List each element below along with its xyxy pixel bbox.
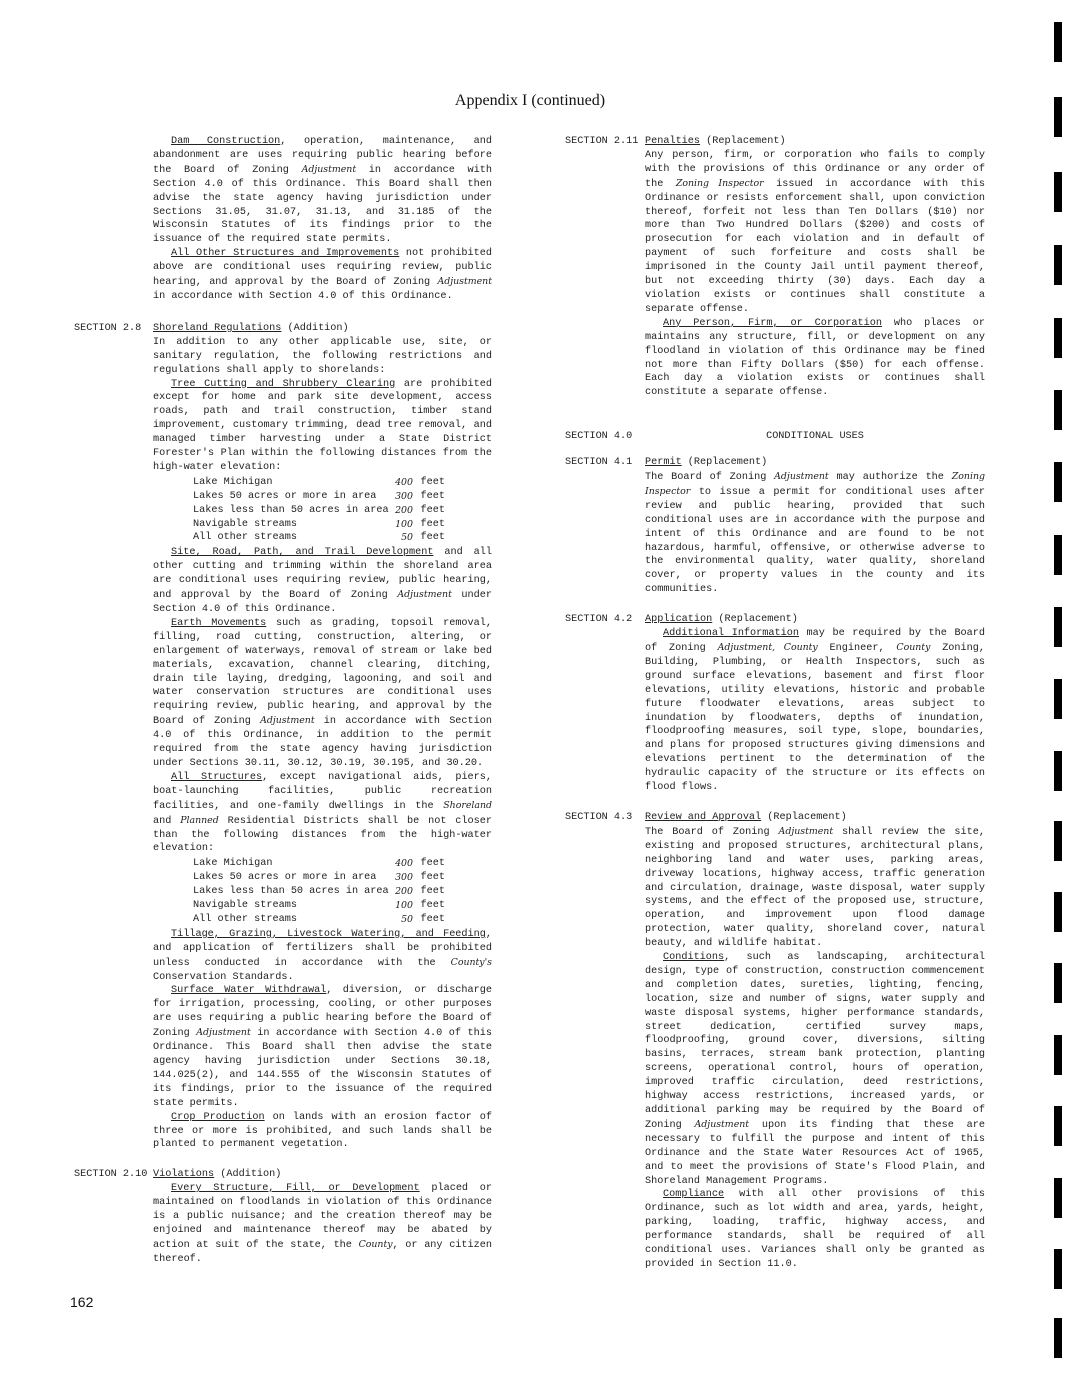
distance-label: Lake Michigan [193,858,273,870]
other-structures-paragraph: All Other Structures and Improvements not prohibited above are conditional uses requiring review, public hearing, and approval by the Board of Zoning Adjustment in accordance with Section 4.0 of this Ordinance. [153,248,492,302]
penalties-paragraph: Any person, firm, or corporation who fails to comply with the provisions of this Ordinance or any order of the Zoning Inspector issued in accordance with this Ordinance or resists enforcement shall, upon conviction thereof, forfeit not less than Ten Dollars ($10) nor more than Two Hundred Dollars ($200) and costs of prosecution for each violation and in default of payment of such forfeiture and costs shall be imprisoned in the County Jail until payment thereof, but not exceeding thirty (30) days. Each day a violation exists or continues shall constitute a separate offense. [645,149,985,315]
surface-water-paragraph: Surface Water Withdrawal, diversion, or discharge for irrigation, processing, cooling, or other purposes are uses requiring a public hearing before the Board of Zoning Adjustment in accordance with Section 4.0 of this Ordinance. This Board shall then advise the state agency having jurisdiction under Sections 30.18, 144.025(2), and 144.555 of the Wisconsin Statutes of its findings, prior to the issuance of the required state permits. [153,985,492,1109]
section-2-8 [74,322,492,1152]
earth-movements-paragraph: Earth Movements such as grading, topsoil removal, filling, road cutting, construction, altering, or enlargement of waterways, removal of stream or lake bed materials, excavation, channel clearing, ditching, drain tile laying, dredging, lagooning, and soil and water conservation structures are conditional uses requiring review, public hearing, and approval by the Board of Zoning Adjustment in accordance with Section 4.0 of this Ordinance, in addition to the permit required from the state agency having jurisdiction under Sections 30.11, 30.12, 30.19, 30.195, and 30.20. [153,617,493,769]
section-heading: CONDITIONAL USES [766,431,864,443]
section-number: SECTION 2.8 [74,322,142,334]
distance-row [193,518,445,532]
section-heading: Violations (Addition) [153,1169,282,1181]
registration-mark [1054,1106,1062,1146]
distance-row [193,531,445,545]
section-4-2 [565,613,985,795]
dam-construction-paragraph: Dam Construction, operation, maintenance, and abandonment are uses requiring public hearing before the Board of Zoning Adjustment in accordance with Section 4.0 of this Ordinance. This Board shall then advise the state agency having jurisdiction under Sections 31.05, 31.07, 31.13, and 31.185 of the Wisconsin Statutes of its findings prior to the issuance of the required state permits. [153,136,492,246]
penalties-fine-paragraph: Any Person, Firm, or Corporation who places or maintains any structure, fill, or development on any floodland in violation of this Ordinance may be fined not more than Fifty Dollars ($50) for each offense. Each day a violation exists or continues shall constitute a separate offense. [645,317,985,399]
distance-value: 400 [395,858,413,870]
distance-label: Lakes 50 acres or more in area [193,490,377,502]
distance-value: 400 [395,476,413,488]
distance-label: All other streams [193,532,297,544]
distance-value: 100 [395,518,413,530]
distance-value: 300 [395,490,413,502]
registration-mark [1054,245,1062,285]
section-number: SECTION 2.10 [74,1169,148,1181]
page-title: Appendix I (continued) [454,92,606,109]
section-number: SECTION 2.11 [565,136,639,147]
section-4-3 [565,811,985,1272]
distance-unit: feet [420,886,445,898]
registration-mark [1054,751,1062,791]
right-column [565,135,985,1272]
distance-row [193,885,445,899]
registration-mark [1054,390,1062,430]
section-heading: Penalties (Replacement) [645,136,786,147]
registration-mark [1054,892,1062,932]
crop-production-paragraph: Crop Production on lands with an erosion factor of three or more is prohibited, and such lands shall be planted to permanent vegetation. [153,1111,492,1151]
registration-mark [1054,1035,1062,1075]
distance-label: Lakes less than 50 acres in area [193,886,389,898]
compliance-paragraph: Compliance with all other provisions of this Ordinance, such as lot width and area, yards, height, parking, loading, traffic, highway access, and performance standards, shall be required of all conditional uses. Variances shall only be granted as provided in Section 11.0. [645,1189,985,1270]
distance-unit: feet [420,872,445,884]
all-structures-paragraph: All Structures, except navigational aids, piers, boat-launching facilities, public recreation facilities, and one-family dwellings in the Shoreland and Planned Residential Districts shall be not closer than the following distances from the high-water elevation: [153,771,493,855]
registration-mark [1054,1178,1062,1218]
registration-mark [1054,963,1062,1003]
registration-mark [1054,97,1062,137]
registration-mark [1054,679,1062,719]
violations-paragraph: Every Structure, Fill, or Development placed or maintained on floodlands in violation of this Ordinance is a public nuisance; and the creation thereof may be enjoined and maintenance thereof may be abated by action at suit of the state, the County, or any citizen thereof. [153,1183,492,1265]
registration-mark [1054,22,1062,62]
section-number: SECTION 4.3 [565,811,633,823]
distance-value: 300 [395,872,413,884]
section-heading: Application (Replacement) [645,614,798,626]
distance-label: All other streams [193,913,297,925]
distance-unit: feet [420,858,445,870]
section-4-0 [565,430,985,444]
section-number: SECTION 4.1 [565,457,633,469]
section-2-11 [565,135,985,400]
distance-unit: feet [420,913,445,925]
application-paragraph: Additional Information may be required by the Board of Zoning Adjustment, County Engineer, County Zoning, Building, Plumbing, or Health Inspectors, such as ground surface elevations, basement and first floor elevations, utility elevations, historic and probable future floodwater elevations, areas subject to inundation by floodwaters, depths of inundation, floodproofing measures, soil type, slope, boundaries, and plans for proposed structures giving dimensions and elevations pertinent to the determination of the hydraulic capacity of the structure or its effects on flood flows. [645,628,986,794]
registration-mark [1054,172,1062,212]
distance-row [193,490,445,504]
permit-paragraph: The Board of Zoning Adjustment may authorize the Zoning Inspector to issue a permit for conditional uses after review and public hearing, provided that such conditional uses are in accordance with the purpose and intent of this Ordinance and are found to be not hazardous, harmful, offensive, or otherwise adverse to the environmental quality, water quality, shoreland cover, or property values in the county and its communities. [645,471,985,596]
tree-cutting-paragraph: Tree Cutting and Shrubbery Clearing are prohibited except for home and park site development, access roads, path and trail construction, timber stand improvement, customary trimming, dead tree removal, and managed timber harvesting under a State District Forester's Plan within the following distances from the high-water elevation: [153,378,492,473]
distance-row [193,857,445,871]
registration-mark [1054,1318,1062,1358]
registration-mark [1054,1249,1062,1289]
conditions-paragraph: Conditions, such as landscaping, architectural design, type of construction, construction commencement and completion dates, sureties, lighting, fencing, location, size and number of signs, water supply and waste disposal systems, higher performance standards, street dedication, certified survey maps, floodproofing, ground cover, diversions, silting basins, terraces, stream bank protection, planting screens, operational control, hours of operation, improved traffic circulation, deed restrictions, highway access restrictions, increased yards, or additional parking may be required by the Board of Zoning Adjustment upon its finding that these are necessary to fulfill the purpose and intent of this Ordinance and the State Water Resources Act of 1965, and to meet the provisions of State's Flood Plain, and Shoreland Management Programs. [645,952,985,1187]
review-paragraph: The Board of Zoning Adjustment shall review the site, existing and proposed structures, architectural plans, neighboring land and water uses, parking areas, driveway locations, highway access, traffic generation and circulation, drainage, waste disposal, water supply systems, and the effect of the proposed use, structure, operation, and improvement upon flood damage protection, water quality, shoreland cover, natural beauty, and wildlife habitat. [645,825,985,950]
distance-value: 200 [395,886,413,898]
distance-unit: feet [420,476,445,488]
section-heading: Shoreland Regulations (Addition) [153,322,349,334]
registration-mark [1054,318,1062,358]
shoreland-intro: In addition to any other applicable use, site, or sanitary regulation, the following restrictions and regulations shall apply to shorelands: [153,336,492,376]
section-4-1 [565,456,985,597]
tillage-paragraph: Tillage, Grazing, Livestock Watering, and Feeding, and application of fertilizers shall be prohibited unless conducted in accordance with the County's Conservation Standards. [153,928,492,983]
distance-unit: feet [420,518,445,530]
distance-value: 200 [395,504,413,516]
other-structures-heading: All Other Structures and Improvements [171,248,400,260]
distance-row [193,899,445,913]
page-number: 162 [70,1294,94,1310]
distance-label: Lakes 50 acres or more in area [193,872,377,884]
distance-row [193,913,445,927]
distance-value: 100 [395,900,413,912]
section-2-10 [74,1168,492,1266]
distance-table [193,476,445,546]
registration-mark [1054,607,1062,647]
distance-value: 50 [401,913,413,925]
left-column [74,135,492,1267]
registration-mark [1054,462,1062,502]
distance-row [193,504,445,518]
section-heading: Permit (Replacement) [645,457,768,469]
site-road-paragraph: Site, Road, Path, and Trail Development and all other cutting and trimming within the shoreland area are conditional uses requiring review, public hearing, and approval by the Board of Zoning Adjustment under Section 4.0 of this Ordinance. [153,547,492,615]
distance-label: Navigable streams [193,518,297,530]
distance-label: Lakes less than 50 acres in area [193,504,389,516]
section-number: SECTION 4.2 [565,614,633,626]
distance-unit: feet [420,490,445,502]
section-number: SECTION 4.0 [565,431,633,443]
registration-mark [1054,821,1062,861]
distance-value: 50 [401,532,413,544]
distance-row [193,476,445,490]
distance-unit: feet [420,532,445,544]
distance-row [193,871,445,885]
distance-table [193,857,445,927]
section-heading: Review and Approval (Replacement) [645,811,847,823]
registration-mark [1054,535,1062,575]
distance-label: Lake Michigan [193,476,273,488]
dam-construction-heading: Dam Construction [171,136,281,147]
distance-unit: feet [420,900,445,912]
distance-label: Navigable streams [193,900,297,912]
distance-unit: feet [420,504,445,516]
